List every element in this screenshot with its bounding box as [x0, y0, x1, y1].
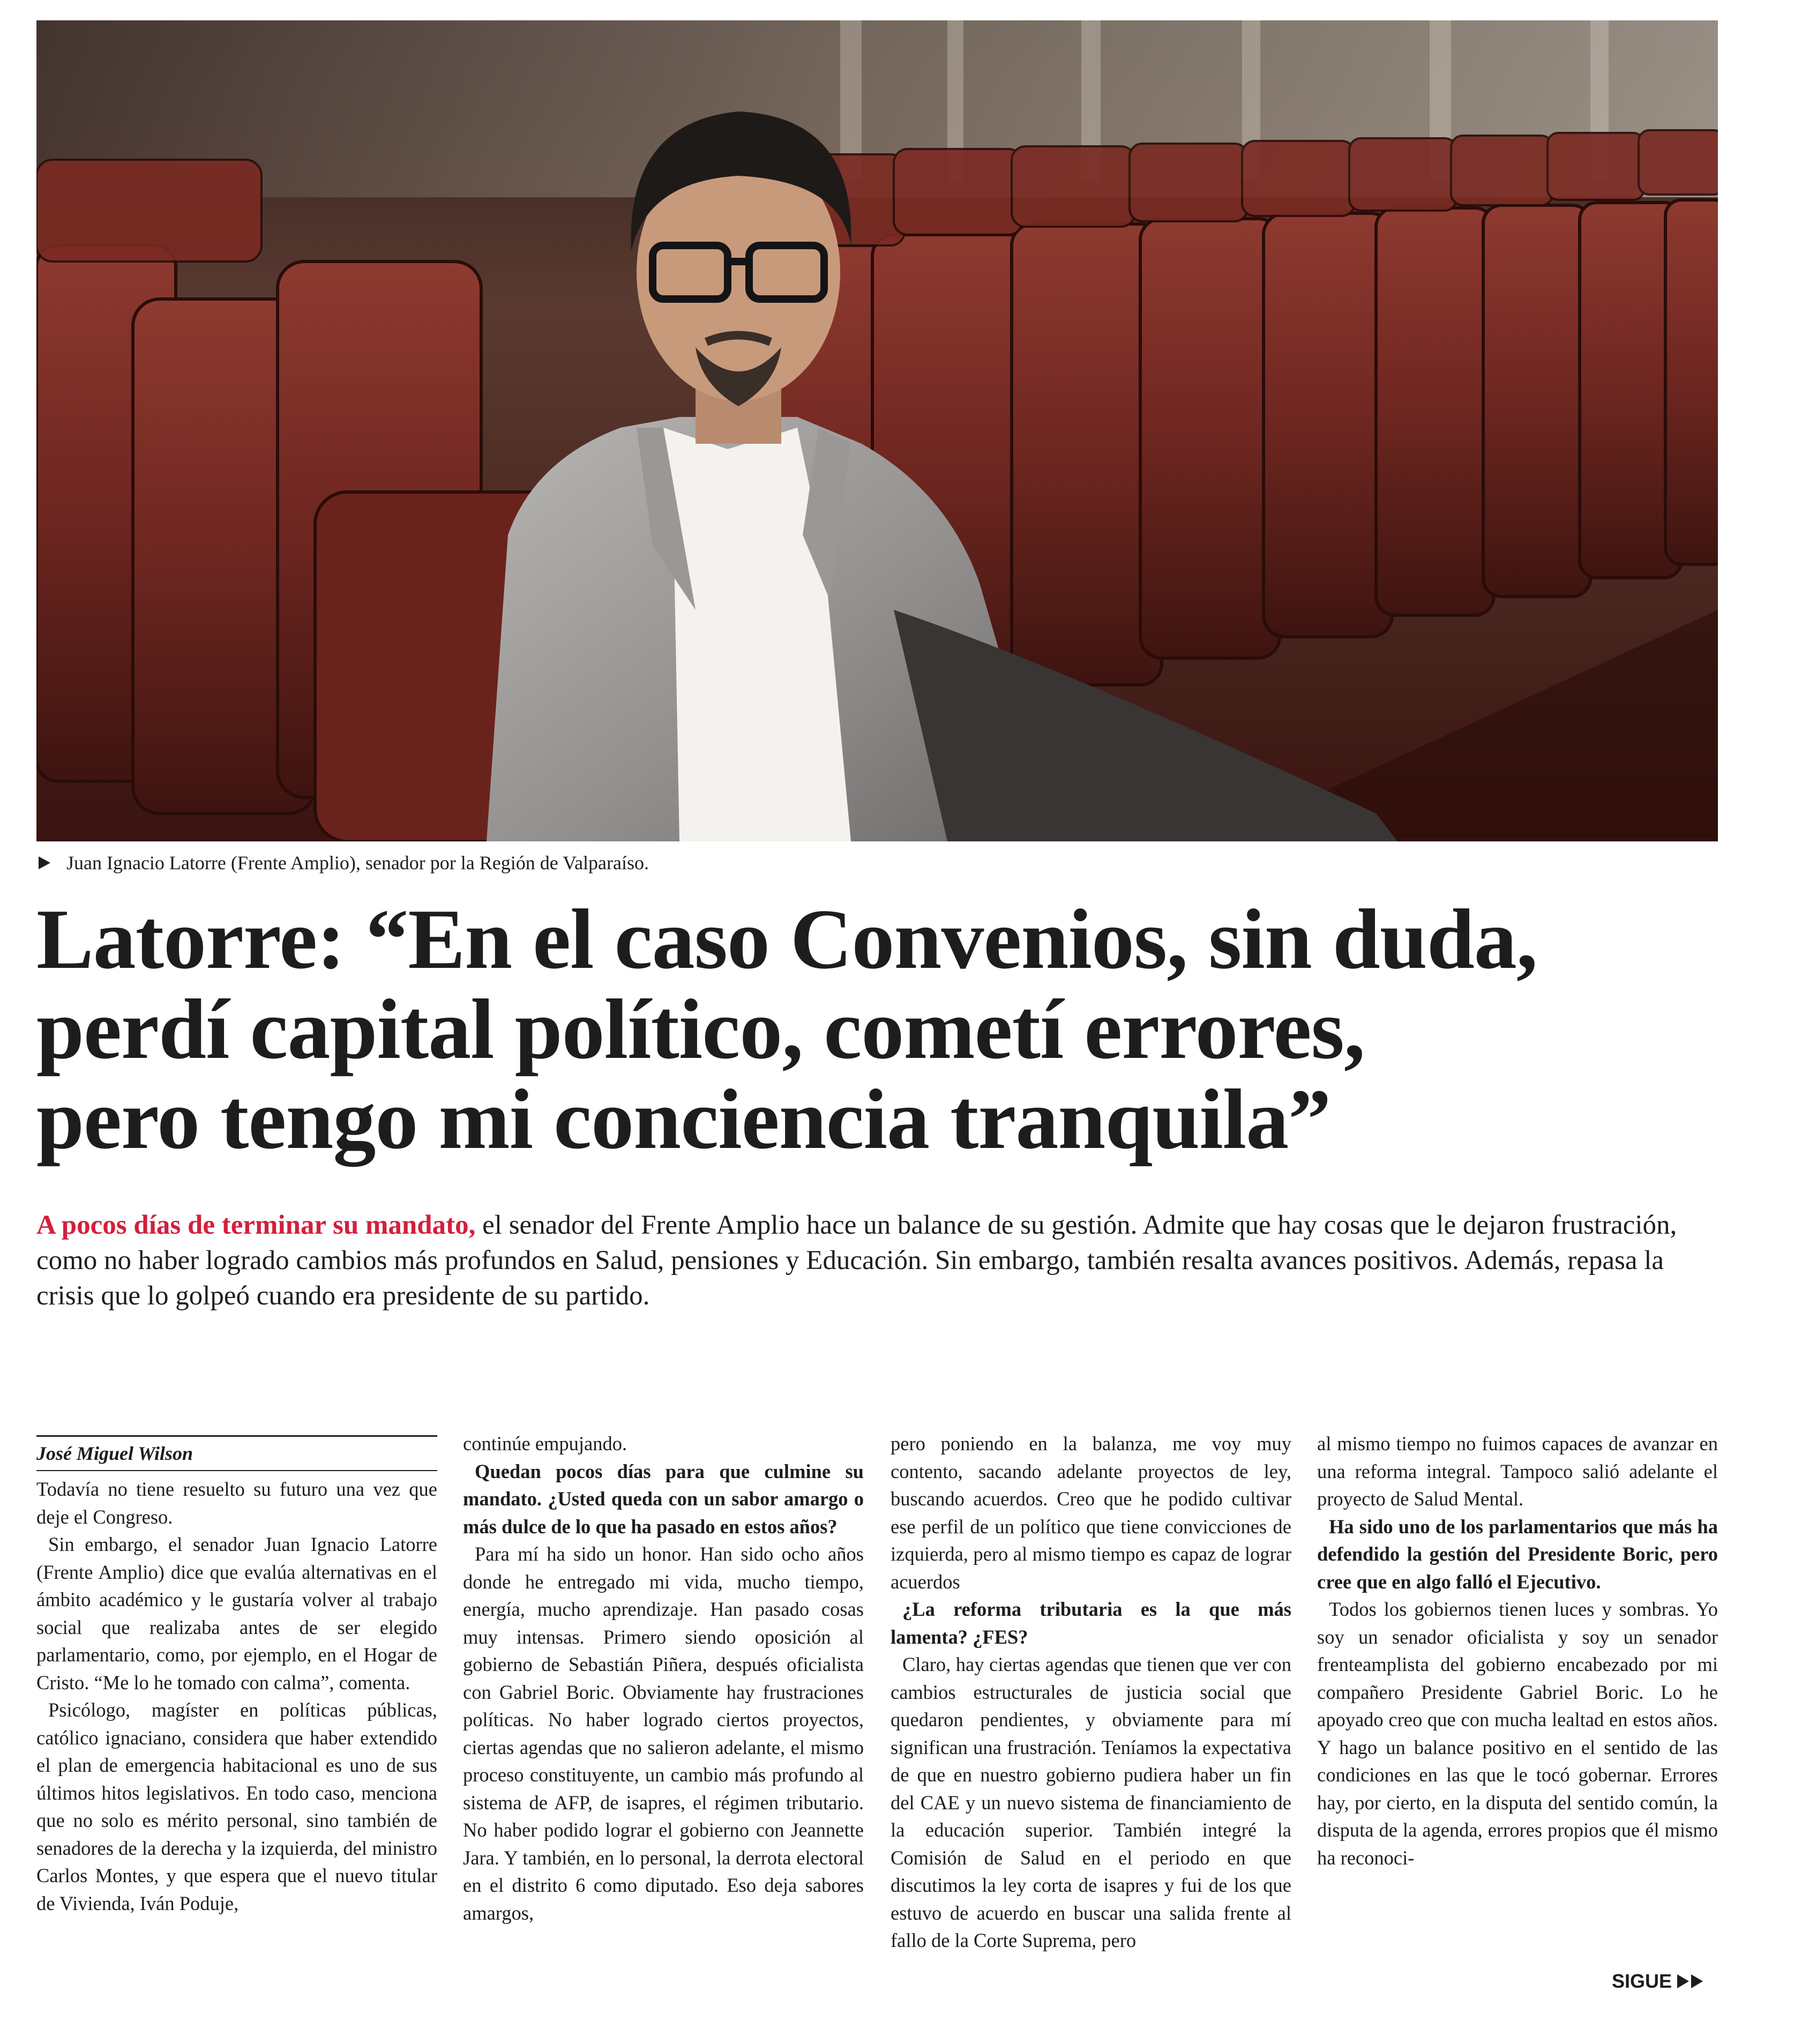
- headline-line-1: Latorre: “En el caso Convenios, sin duda,: [36, 891, 1537, 987]
- headline: [36, 891, 1751, 1167]
- caption-text: Juan Ignacio Latorre (Frente Amplio), senador por la Región de Valparaíso.: [66, 852, 649, 874]
- headline-line-3: pero tengo mi conciencia tranquila”: [36, 1071, 1331, 1167]
- paragraph: Para mí ha sido un honor. Han sido ocho años donde he entregado mi vida, mucho tiempo, energía, mucho aprendizaje. Han pasado cosas muy intensas. Primero siendo oposición al gobierno de Sebastián Piñera, después oficialista con Gabriel Boric. Obviamente hay frustraciones políticas. No haber logrado ciertos proyectos, ciertas agendas que no salieron adelante, el mismo proceso constituyente, un cambio más profundo al sistema de AFP, de isapres, el régimen tributario. No haber podido lograr el gobierno con Jeannette Jara. Y también, en lo personal, la derrota electoral en el distrito 6 como diputado. Eso deja sabores amargos,: [463, 1543, 864, 1924]
- interview-question: Ha sido uno de los parlamentarios que más ha defendido la gestión del Presidente Boric, pero cree que en algo falló el Ejecutivo.: [1317, 1515, 1718, 1593]
- column-1: [36, 1435, 437, 2003]
- paragraph: Todos los gobiernos tienen luces y sombras. Yo soy un senador oficialista y soy un senador frenteamplista del gobierno encabezado por mi compañero Presidente Gabriel Boric. Lo he apoyado creo que con mucha lealtad en estos años. Y hago un balance positivo en el sentido de las condiciones en las que le tocó gobernar. Errores hay, por cierto, en la disputa del sentido común, la disputa de la agenda, errores propios que él mismo ha reconoci-: [1317, 1598, 1718, 1869]
- headline-line-2: perdí capital político, cometí errores,: [36, 981, 1365, 1077]
- column-3: [891, 1430, 1291, 1998]
- double-arrow-icon: [1677, 1974, 1705, 1988]
- byline-rule: [36, 1435, 437, 1437]
- deck-lead: A pocos días de terminar su mandato,: [36, 1210, 476, 1240]
- interview-question: ¿La reforma tributaria es la que más lamenta? ¿FES?: [891, 1598, 1291, 1648]
- paragraph: Psicólogo, magíster en políticas públicas, católico ignaciano, considera que haber extendido el plan de emergencia habitacional es uno de sus últimos hitos legislativos. En todo caso, menciona que no solo es mérito personal, sino también de senadores de la derecha y la izquierda, del ministro Carlos Montes, y que espera que el nuevo titular de Vivienda, Iván Poduje,: [36, 1699, 437, 1914]
- continue-marker: [1612, 1968, 1705, 1995]
- deck-body: el senador del Frente Amplio hace un balance de su gestión. Admite que hay cosas que le dejaron frustración, como no haber logrado cambios más profundos en Salud, pensiones y Educación. Sin embargo, también resalta avances positivos. Además, repasa la crisis que lo golpeó cuando era presidente de su partido.: [36, 1210, 1677, 1311]
- paragraph: Sin embargo, el senador Juan Ignacio Latorre (Frente Amplio) dice que evalúa alternativas en el ámbito académico y le gustaría volver al trabajo social que realizaba antes de ser elegido parlamentario, como, por ejemplo, en el Hogar de Cristo. “Me lo he tomado con calma”, comenta.: [36, 1533, 437, 1694]
- byline: José Miguel Wilson: [36, 1440, 437, 1471]
- photo-illustration: [36, 20, 1718, 841]
- paragraph: al mismo tiempo no fuimos capaces de avanzar en una reforma integral. Tampoco salió adelante el proyecto de Salud Mental.: [1317, 1433, 1718, 1510]
- continue-label: SIGUE: [1612, 1970, 1672, 1992]
- caption-arrow-icon: [39, 856, 50, 869]
- paragraph: Todavía no tiene resuelto su futuro una vez que deje el Congreso.: [36, 1478, 437, 1528]
- column-2: [463, 1430, 864, 1998]
- paragraph: continúe empujando.: [463, 1433, 627, 1454]
- article-photo: [36, 20, 1718, 841]
- paragraph: Claro, hay ciertas agendas que tienen que ver con cambios estructurales de justicia social que quedaron pendientes, y obviamente para mí significan una frustración. Teníamos la expectativa de que en nuestro gobierno pudiera haber un fin del CAE y un nuevo sistema de financiamiento de la educación superior. También integré la Comisión de Salud en el periodo en que discutimos la ley corta de isapres y fui de los que estuvo de acuerdo en buscar una salida frente al fallo de la Corte Suprema, pero: [891, 1653, 1291, 1951]
- interview-question: Quedan pocos días para que culmine su mandato. ¿Usted queda con un sabor amargo o más dulce de lo que ha pasado en estos años?: [463, 1460, 864, 1538]
- column-4: [1317, 1430, 1718, 1998]
- deck-paragraph: [36, 1207, 1724, 1314]
- paragraph: pero poniendo en la balanza, me voy muy contento, sacando adelante proyectos de ley, buscando acuerdos. Creo que he podido cultivar ese perfil de un político que tiene convicciones de izquierda, pero al mismo tiempo es capaz de lograr acuerdos: [891, 1433, 1291, 1593]
- photo-caption: [36, 849, 1718, 877]
